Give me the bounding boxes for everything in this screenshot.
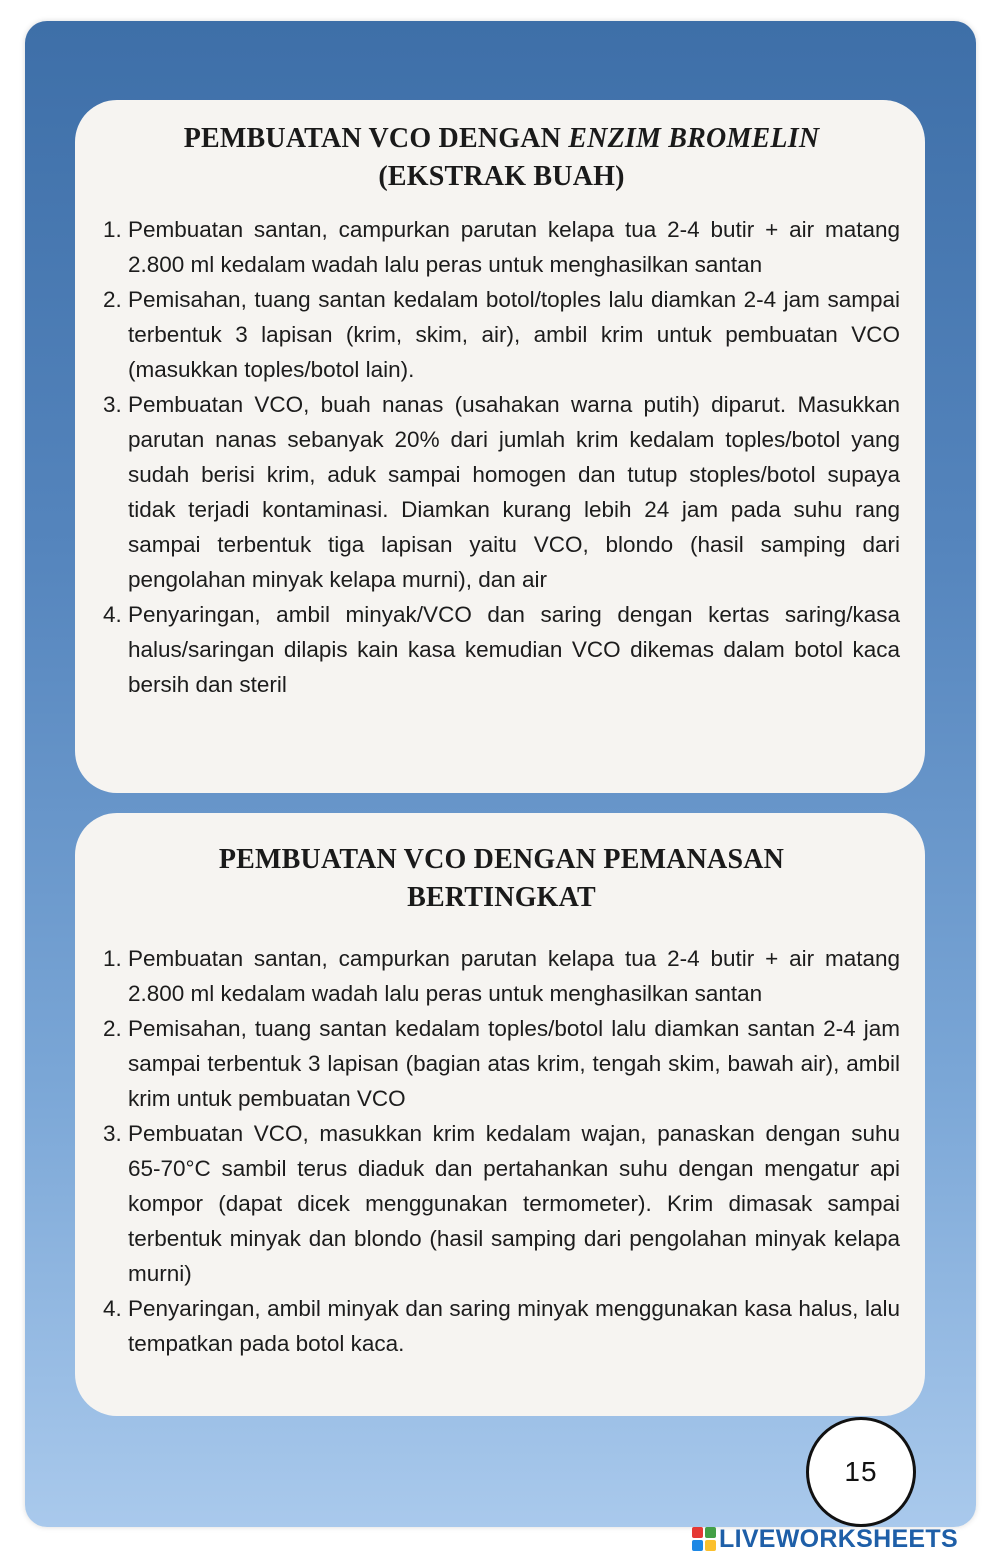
step-number: 1. — [103, 217, 122, 242]
step-text: Pembuatan VCO, masukkan krim kedalam wajan, panaskan dengan suhu 65-70°C sambil terus diaduk dan pertahankan suhu dengan mengatur api kompor (dapat dicek menggunakan termometer). Krim dimasak sampai terbentuk minyak dan blondo (hasil samping dari pengolahan minyak kelapa murni) — [128, 1121, 900, 1286]
step-number: 1. — [103, 946, 122, 971]
step-number: 2. — [103, 1016, 122, 1041]
list-item — [103, 597, 900, 702]
step-text: Pembuatan santan, campurkan parutan kelapa tua 2-4 butir + air matang 2.800 ml kedalam wadah lalu peras untuk menghasilkan santan — [128, 946, 900, 1006]
list-item — [103, 282, 900, 387]
heating-steps-list — [103, 941, 900, 1361]
list-item — [103, 212, 900, 282]
step-number: 4. — [103, 1296, 122, 1321]
title-suffix: (EKSTRAK BUAH) — [378, 161, 625, 192]
bromelin-steps-list — [103, 212, 900, 702]
liveworksheets-logo-icon — [692, 1527, 716, 1551]
logo-square-4 — [705, 1540, 716, 1551]
title-italic-enzyme: ENZIM BROMELIN — [568, 123, 820, 154]
step-number: 3. — [103, 1121, 122, 1146]
logo-square-1 — [692, 1527, 703, 1538]
logo-square-3 — [692, 1540, 703, 1551]
step-text: Pembuatan santan, campurkan parutan kelapa tua 2-4 butir + air matang 2.800 ml kedalam wadah lalu peras untuk menghasilkan santan — [128, 217, 900, 277]
bromelin-method-card — [75, 100, 925, 793]
logo-square-2 — [705, 1527, 716, 1538]
step-text: Pembuatan VCO, buah nanas (usahakan warna putih) diparut. Masukkan parutan nanas sebanyak 20% dari jumlah krim kedalam toples/botol yang sudah berisi krim, aduk sampai homogen dan tutup stoples/botol supaya tidak terjadi kontaminasi. Diamkan kurang lebih 24 jam pada suhu rang sampai terbentuk tiga lapisan yaitu VCO, blondo (hasil samping dari pengolahan minyak kelapa murni), dan air — [128, 392, 900, 592]
title-line-2: BERTINGKAT — [407, 882, 596, 913]
watermark-text: LIVEWORKSHEETS — [719, 1524, 958, 1553]
step-text: Pemisahan, tuang santan kedalam botol/toples lalu diamkan 2-4 jam sampai terbentuk 3 lapisan (krim, skim, air), ambil krim untuk pembuatan VCO (masukkan toples/botol lain). — [128, 287, 900, 382]
step-number: 3. — [103, 392, 122, 417]
step-text: Pemisahan, tuang santan kedalam toples/botol lalu diamkan santan 2-4 jam sampai terbentuk 3 lapisan (bagian atas krim, tengah skim, bawah air), ambil krim untuk pembuatan VCO — [128, 1016, 900, 1111]
list-item — [103, 1116, 900, 1291]
title-line-1: PEMBUATAN VCO DENGAN PEMANASAN — [218, 844, 785, 875]
list-item — [103, 941, 900, 1011]
step-text: Penyaringan, ambil minyak/VCO dan saring dengan kertas saring/kasa halus/saringan dilapis kain kasa kemudian VCO dikemas dalam botol kaca bersih dan steril — [128, 602, 900, 697]
liveworksheets-watermark[interactable] — [692, 1524, 958, 1554]
heating-method-title — [103, 813, 900, 917]
title-prefix: PEMBUATAN VCO DENGAN — [183, 123, 569, 154]
list-item — [103, 387, 900, 597]
bromelin-method-title — [103, 100, 900, 196]
page-number-badge: 15 — [806, 1417, 916, 1527]
step-text: Penyaringan, ambil minyak dan saring minyak menggunakan kasa halus, lalu tempatkan pada botol kaca. — [128, 1296, 900, 1356]
step-number: 4. — [103, 602, 122, 627]
list-item — [103, 1291, 900, 1361]
step-number: 2. — [103, 287, 122, 312]
heating-method-card — [75, 813, 925, 1416]
list-item — [103, 1011, 900, 1116]
